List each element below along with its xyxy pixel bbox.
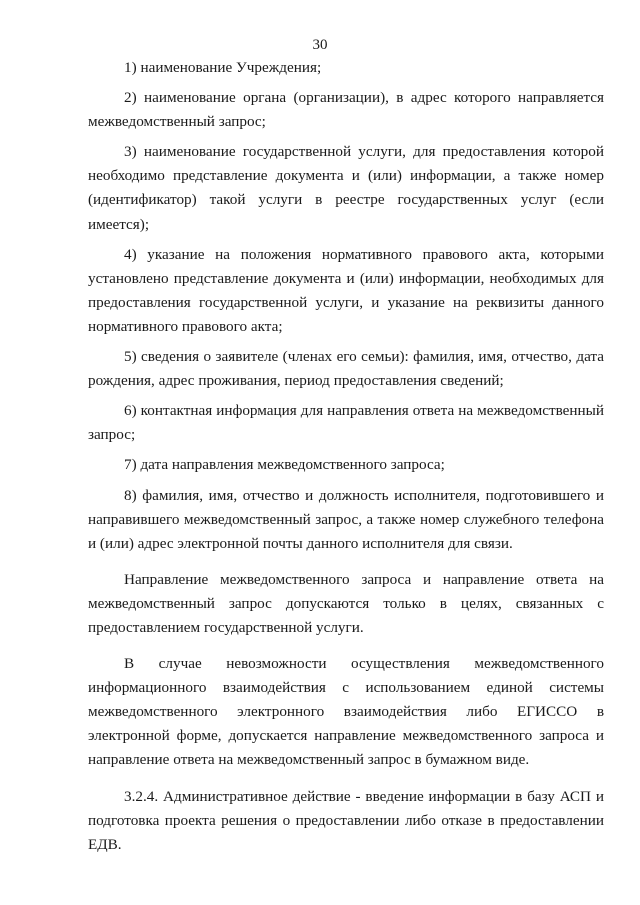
page-number: 30 bbox=[312, 37, 328, 53]
list-item-4: 4) указание на положения нормативного правового акта, которыми установлено представление документа и (или) информации, необходимых для предоставления государственной услуги, и указание на реквизиты данного нормативного правового акта; bbox=[88, 245, 604, 335]
list-item-2: 2) наименование органа (организации), в адрес которого направляется межведомственный запрос; bbox=[88, 89, 604, 131]
list-item-6: 6) контактная информация для направления ответа на межведомственный запрос; bbox=[88, 402, 604, 444]
paragraph-request-purpose: Направление межведомственного запроса и направление ответа на межведомственный запрос допускаются только в целях, связанных с предоставлением государственной услуги. bbox=[88, 570, 604, 636]
list-item-5: 5) сведения о заявителе (членах его семьи): фамилия, имя, отчество, дата рождения, адрес проживания, период предоставления сведений; bbox=[88, 348, 604, 390]
paragraph-paper-form: В случае невозможности осуществления межведомственного информационного взаимодействия с использованием единой системы межведомственного электронного взаимодействия либо ЕГИССО в электронной форме, допускается направление межведомственного запроса и направление ответа на межведомственный запрос в бумажном виде. bbox=[88, 655, 604, 769]
paragraph-section-3-2-4: 3.2.4. Административное действие - введение информации в базу АСП и подготовка проекта решения о предоставлении либо отказе в предоставлении ЕДВ. bbox=[88, 787, 604, 853]
list-item-8: 8) фамилия, имя, отчество и должность исполнителя, подготовившего и направившего межведомственный запрос, а также номер служебного телефона и (или) адрес электронной почты данного исполнителя для связи. bbox=[88, 486, 604, 552]
list-item-3: 3) наименование государственной услуги, для предоставления которой необходимо представление документа и (или) информации, а также номер (идентификатор) такой услуги в реестре государственных услуг (если имеется); bbox=[88, 143, 604, 233]
list-item-7: 7) дата направления межведомственного запроса; bbox=[124, 456, 445, 474]
document-body bbox=[88, 56, 604, 857]
list-item-1: 1) наименование Учреждения; bbox=[124, 59, 322, 76]
